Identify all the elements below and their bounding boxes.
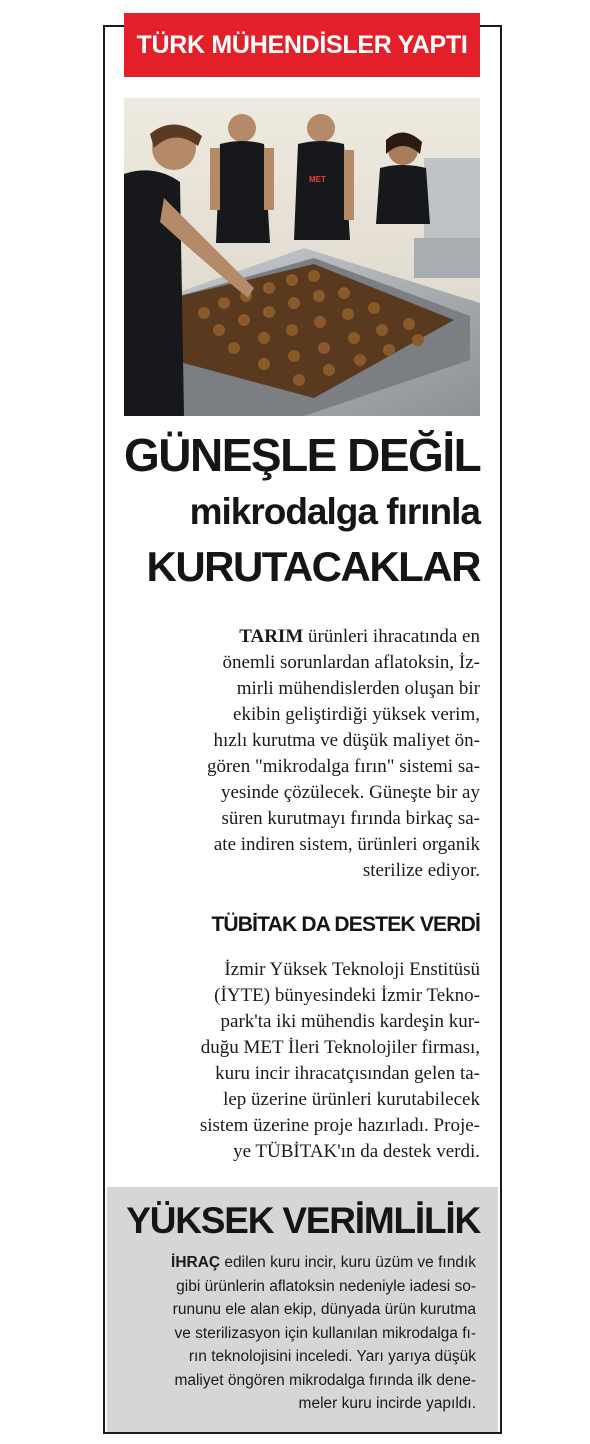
photo-illustration xyxy=(124,98,480,416)
lead-line: süren kurutmayı fırında birkaç sa- xyxy=(221,808,480,829)
box-line: İHRAÇ edilen kuru incir, kuru üzüm ve fındık xyxy=(171,1254,476,1271)
lead-paragraph xyxy=(140,624,480,884)
body-line: (İYTE) bünyesindeki İzmir Tekno- xyxy=(214,985,480,1006)
lead-first-word: TARIM xyxy=(239,626,304,647)
box-text xyxy=(114,1251,476,1416)
box-title: YÜKSEK VERİMLİLİK xyxy=(126,1200,480,1241)
box-line: rununu ele alan ekip, dünyada ürün kurutma xyxy=(172,1301,476,1318)
body-paragraph xyxy=(124,957,480,1165)
lead-line: sterilize ediyor. xyxy=(362,860,480,881)
lead-line: TARIM ürünleri ihracatında en xyxy=(239,626,480,647)
lead-line: ate indiren sistem, ürünleri organik xyxy=(213,834,480,855)
body-line: lep üzerine ürünleri kurutabilecek xyxy=(223,1089,480,1110)
lead-line: gören "mikrodalga fırın" sistemi sa- xyxy=(206,756,480,777)
article-photo xyxy=(124,98,480,416)
box-line: rın teknolojisini inceledi. Yarı yarıya düşük xyxy=(188,1348,476,1365)
box-line: meler kuru incirde yapıldı. xyxy=(298,1395,476,1412)
lead-line: mirli mühendislerden oluşan bir xyxy=(236,678,480,699)
lead-line: hızlı kurutma ve düşük maliyet ön- xyxy=(213,730,480,751)
headline-line-1: GÜNEŞLE DEĞİL xyxy=(124,429,481,481)
body-line: kuru incir ihracatçısından gelen ta- xyxy=(215,1063,480,1084)
lead-line: yesinde çözülecek. Güneşte bir ay xyxy=(220,782,480,803)
shirt-logo: MET xyxy=(309,175,326,184)
box-first-word: İHRAÇ xyxy=(171,1254,221,1271)
kicker-banner: TÜRK MÜHENDİSLER YAPTI xyxy=(124,13,480,77)
body-line: ye TÜBİTAK'ın da destek verdi. xyxy=(233,1141,480,1162)
body-line: İzmir Yüksek Teknoloji Enstitüsü xyxy=(224,959,480,980)
box-line: ve sterilizasyon için kullanılan mikrodalga fı- xyxy=(174,1324,476,1342)
subheading: TÜBİTAK DA DESTEK VERDİ xyxy=(211,913,480,936)
headline-line-2: mikrodalga fırınla xyxy=(189,491,480,532)
box-line: maliyet öngören mikrodalga fırında ilk dene- xyxy=(174,1371,476,1389)
lead-line: önemli sorunlardan aflatoksin, İz- xyxy=(222,652,480,673)
box-line: gibi ürünlerin aflatoksin nedeniyle iadesi so- xyxy=(176,1277,476,1295)
body-line: sistem üzerine proje hazırladı. Proje- xyxy=(199,1115,480,1136)
body-line: duğu MET İleri Teknolojiler firması, xyxy=(200,1037,480,1058)
body-line: park'ta iki mühendis kardeşin kur- xyxy=(220,1011,480,1032)
lead-line: ekibin geliştirdiği yüksek verim, xyxy=(233,704,480,725)
headline xyxy=(124,424,480,596)
headline-line-3: KURUTACAKLAR xyxy=(146,543,480,590)
